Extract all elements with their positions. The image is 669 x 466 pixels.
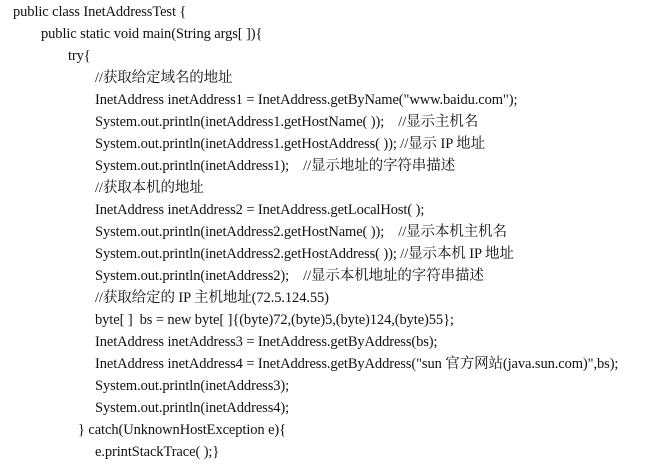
code-comment: //获取本机的地址 <box>95 180 204 196</box>
code-line: System.out.println(inetAddress2.getHostAddress( )); //显示本机 IP 地址 <box>95 246 514 262</box>
code-comment: //获取给定的 IP 主机地址(72.5.124.55) <box>95 290 329 306</box>
code-line: public static void main(String args[ ]){ <box>41 26 263 42</box>
code-line: System.out.println(inetAddress2.getHostName( )); //显示本机主机名 <box>95 224 507 240</box>
code-line: e.printStackTrace( );} <box>95 444 220 460</box>
code-line: System.out.println(inetAddress4); <box>95 400 290 416</box>
code-line: System.out.println(inetAddress3); <box>95 378 290 394</box>
code-line: InetAddress inetAddress1 = InetAddress.getByName("www.baidu.com"); <box>95 92 518 108</box>
code-line: InetAddress inetAddress4 = InetAddress.getByAddress("sun 官方网站(java.sun.com)",bs); <box>95 356 619 372</box>
code-line: InetAddress inetAddress2 = InetAddress.getLocalHost( ); <box>95 202 425 218</box>
code-line: System.out.println(inetAddress1.getHostName( )); //显示主机名 <box>95 114 479 130</box>
code-line: byte[ ] bs = new byte[ ]{(byte)72,(byte)5,(byte)124,(byte)55}; <box>95 312 454 328</box>
code-line: public class InetAddressTest { <box>13 4 187 20</box>
code-line: System.out.println(inetAddress1); //显示地址的字符串描述 <box>95 158 455 174</box>
code-line: System.out.println(inetAddress2); //显示本机地址的字符串描述 <box>95 268 484 284</box>
code-line: System.out.println(inetAddress1.getHostAddress( )); //显示 IP 地址 <box>95 136 485 152</box>
code-line: try{ <box>68 48 91 64</box>
code-line: InetAddress inetAddress3 = InetAddress.getByAddress(bs); <box>95 334 438 350</box>
code-line: } catch(UnknownHostException e){ <box>78 422 287 438</box>
code-comment: //获取给定域名的地址 <box>95 70 233 86</box>
